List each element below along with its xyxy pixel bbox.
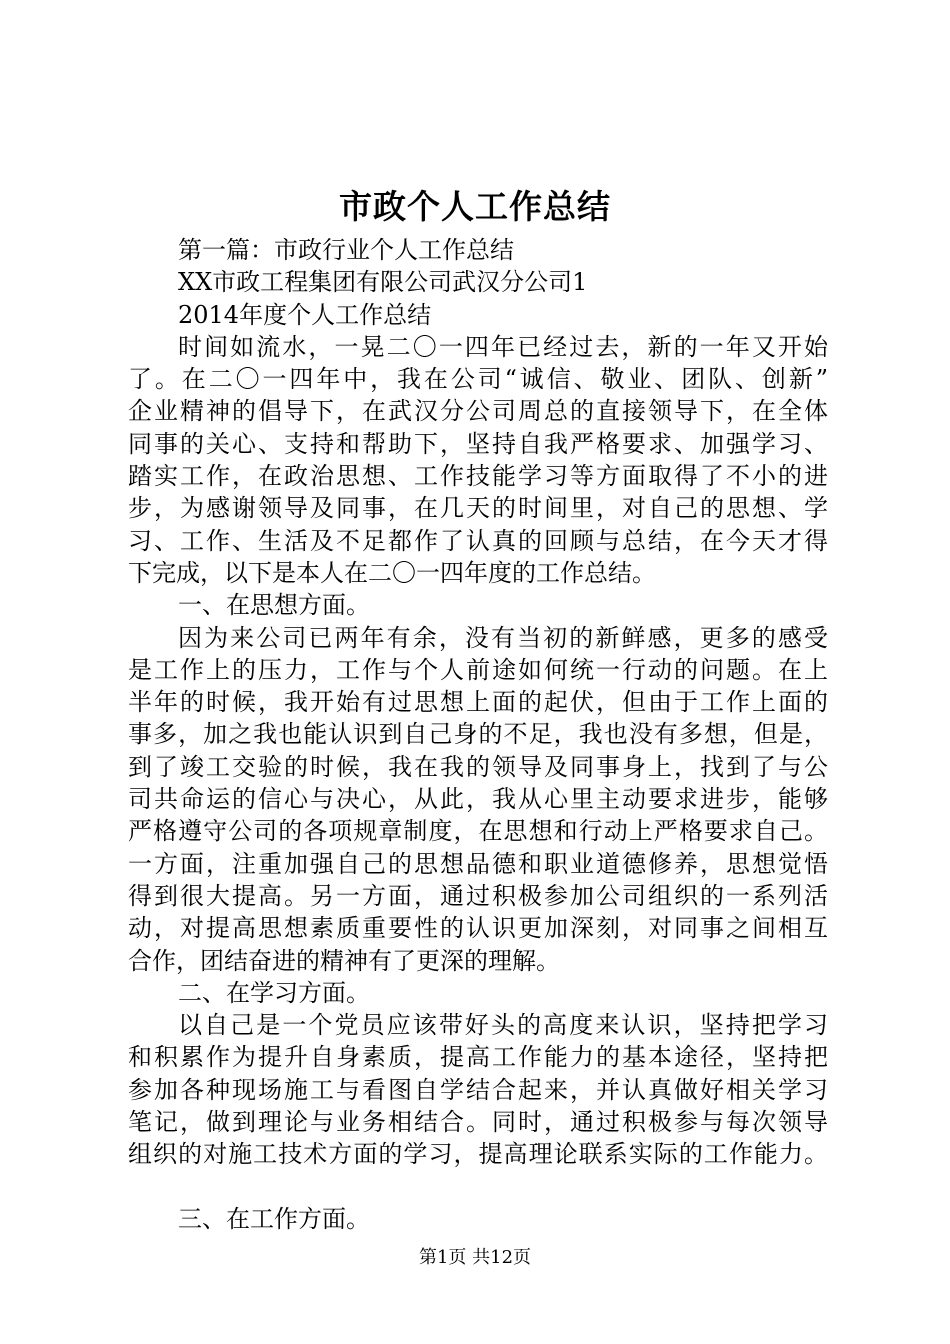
body-line: 组织的对施工技术方面的学习，提高理论联系实际的工作能力。 bbox=[128, 1140, 828, 1169]
body-line: 习、工作、生活及不足都作了认真的回顾与总结，在今天才得 bbox=[128, 526, 828, 555]
body-line: 司共命运的信心与决心，从此，我从心里主动要求进步，能够 bbox=[128, 785, 828, 814]
body-line: 以自己是一个党员应该带好头的高度来认识，坚持把学习 bbox=[178, 1011, 828, 1040]
body-line: 了。在二〇一四年中，我在公司“诚信、敬业、团队、创新” bbox=[128, 365, 828, 394]
body-line: 企业精神的倡导下，在武汉分公司周总的直接领导下，在全体 bbox=[128, 397, 828, 426]
body-line: 踏实工作，在政治思想、工作技能学习等方面取得了不小的进 bbox=[128, 462, 828, 491]
body-line: 合作，团结奋进的精神有了更深的理解。 bbox=[128, 946, 560, 975]
body-line: 一方面，注重加强自己的思想品德和职业道德修养，思想觉悟 bbox=[128, 849, 828, 878]
body-line: 二、在学习方面。 bbox=[178, 978, 370, 1007]
body-line: 时间如流水，一晃二〇一四年已经过去，新的一年又开始 bbox=[178, 332, 828, 361]
body-line: 得到很大提高。另一方面，通过积极参加公司组织的一系列活 bbox=[128, 881, 828, 910]
page-footer: 第1页 共12页 bbox=[418, 1247, 532, 1268]
body-line: 事多，加之我也能认识到自己身的不足，我也没有多想，但是， bbox=[128, 720, 828, 749]
body-line: 笔记，做到理论与业务相结合。同时，通过积极参与每次领导 bbox=[128, 1108, 828, 1137]
body-line: 因为来公司已两年有余，没有当初的新鲜感，更多的感受 bbox=[178, 623, 828, 652]
body-line: 严格遵守公司的各项规章制度，在思想和行动上严格要求自己。 bbox=[128, 817, 828, 846]
body-line: 下完成，以下是本人在二〇一四年度的工作总结。 bbox=[128, 558, 656, 587]
body-line: 是工作上的压力，工作与个人前途如何统一行动的问题。在上 bbox=[128, 655, 828, 684]
body-line: 到了竣工交验的时候，我在我的领导及同事身上，找到了与公 bbox=[128, 752, 828, 781]
document-body bbox=[128, 234, 828, 1235]
body-line: 参加各种现场施工与看图自学结合起来，并认真做好相关学习 bbox=[128, 1075, 828, 1104]
body-line: 2014年度个人工作总结 bbox=[178, 300, 432, 329]
body-line: 半年的时候，我开始有过思想上面的起伏，但由于工作上面的 bbox=[128, 688, 828, 717]
document-title: 市政个人工作总结 bbox=[339, 187, 611, 226]
body-line: 和积累作为提升自身素质，提高工作能力的基本途径，坚持把 bbox=[128, 1043, 828, 1072]
body-line: XX市政工程集团有限公司武汉分公司1 bbox=[178, 268, 588, 297]
body-line: 步，为感谢领导及同事，在几天的时间里，对自己的思想、学 bbox=[128, 494, 828, 523]
body-line: 第一篇：市政行业个人工作总结 bbox=[178, 236, 514, 264]
body-line: 同事的关心、支持和帮助下，坚持自我严格要求、加强学习、 bbox=[128, 429, 828, 458]
body-line: 一、在思想方面。 bbox=[178, 591, 370, 620]
body-line: 动，对提高思想素质重要性的认识更加深刻，对同事之间相互 bbox=[128, 914, 828, 943]
blank-line bbox=[128, 1171, 828, 1203]
body-line: 三、在工作方面。 bbox=[178, 1204, 370, 1233]
